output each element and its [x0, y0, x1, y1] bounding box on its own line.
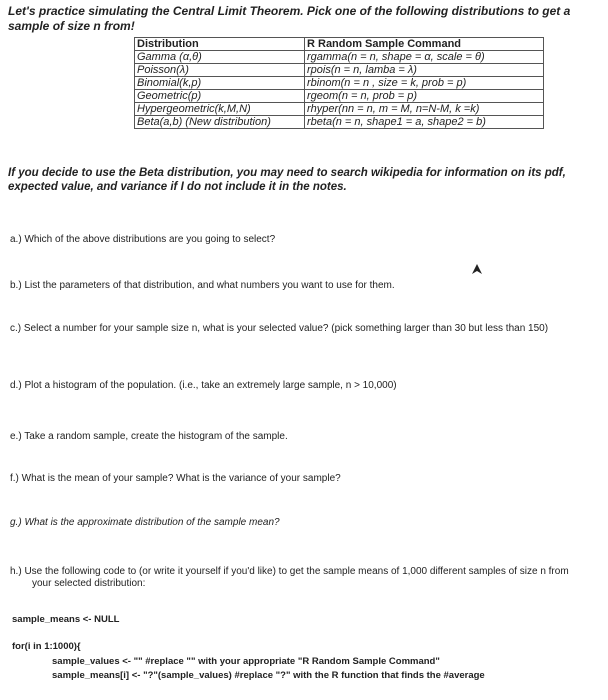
question-h-text: h.) Use the following code to (or write it yourself if you'd like) to get the sample means of 1,000 different samples of size n from your selected distribution: — [10, 566, 569, 589]
dist-name: Poisson(λ) — [135, 64, 305, 77]
question-e — [10, 431, 590, 443]
dist-name: Binomial(k,p) — [135, 77, 305, 90]
table-row — [135, 64, 544, 77]
question-b — [10, 280, 590, 292]
question-f — [10, 473, 590, 485]
mouse-cursor-icon — [470, 262, 484, 276]
dist-command: rbeta(n = n, shape1 = a, shape2 = b) — [305, 116, 544, 129]
code-line-3: sample_values <- "" #replace "" with your appropriate "R Random Sample Command" — [52, 656, 440, 667]
intro-text: Let's practice simulating the Central Limit Theorem. Pick one of the following distributions to get a sample of size n from! — [8, 4, 571, 33]
table-row — [135, 77, 544, 90]
table-row — [135, 90, 544, 103]
question-e-text: e.) Take a random sample, create the histogram of the sample. — [10, 431, 288, 442]
table-row — [135, 103, 544, 116]
dist-name: Hypergeometric(k,M,N) — [135, 103, 305, 116]
dist-name: Beta(a,b) (New distribution) — [135, 116, 305, 129]
dist-command: rgamma(n = n, shape = α, scale = θ) — [305, 51, 544, 64]
question-d — [10, 380, 590, 392]
dist-command: rpois(n = n, lamba = λ) — [305, 64, 544, 77]
question-h — [10, 566, 590, 590]
question-b-text: b.) List the parameters of that distribution, and what numbers you want to use for them. — [10, 280, 395, 291]
dist-name: Geometric(p) — [135, 90, 305, 103]
dist-command: rgeom(n = n, prob = p) — [305, 90, 544, 103]
dist-command: rbinom(n = n , size = k, prob = p) — [305, 77, 544, 90]
beta-note: If you decide to use the Beta distribution, you may need to search wikipedia for information on its pdf, expected value, and variance if I do not include it in the notes. — [8, 167, 566, 193]
table-header-row — [135, 38, 544, 51]
question-d-text: d.) Plot a histogram of the population. (i.e., take an extremely large sample, n > 10,000) — [10, 380, 397, 391]
question-a-text: a.) Which of the above distributions are you going to select? — [10, 234, 276, 245]
code-line-2: for(i in 1:1000){ — [12, 641, 81, 652]
question-g-text: g.) What is the approximate distribution of the sample mean? — [10, 517, 280, 528]
table-row — [135, 116, 544, 129]
question-c — [10, 323, 590, 335]
table-row — [135, 51, 544, 64]
dist-command: rhyper(nn = n, m = M, n=N-M, k =k) — [305, 103, 544, 116]
distribution-table — [134, 37, 544, 129]
question-g — [10, 517, 590, 529]
question-f-text: f.) What is the mean of your sample? What is the variance of your sample? — [10, 473, 341, 484]
dist-name: Gamma (α,θ) — [135, 51, 305, 64]
header-r-command: R Random Sample Command — [305, 38, 544, 51]
header-distribution: Distribution — [135, 38, 305, 51]
code-line-1: sample_means <- NULL — [12, 614, 120, 625]
code-line-4: sample_means[i] <- "?"(sample_values) #replace "?" with the R function that finds the #average — [52, 670, 485, 681]
question-c-text: c.) Select a number for your sample size n, what is your selected value? (pick something larger than 30 but less than 150) — [10, 323, 549, 334]
question-a — [10, 234, 590, 246]
